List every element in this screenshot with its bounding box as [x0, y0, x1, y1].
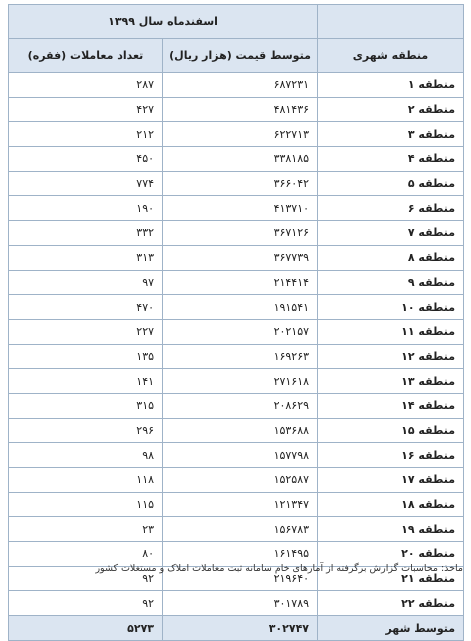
column-header-region: منطقه شهری [318, 39, 464, 73]
table-row [9, 468, 464, 493]
region-cell: منطقه ۱۰ [318, 295, 464, 320]
source-note: ماخذ: محاسبات گزارش برگرفته از آمارهای خام سامانه ثبت معاملات املاک و مستغلات کشور [95, 563, 463, 574]
table-row [9, 97, 464, 122]
transactions-cell: ۲۲۷ [9, 319, 163, 344]
avg-price-cell: ۳۳۸۱۸۵ [163, 147, 318, 172]
city-average-row [9, 616, 464, 641]
avg-price-cell: ۳۶۷۷۳۹ [163, 245, 318, 270]
table-row [9, 418, 464, 443]
transactions-cell: ۱۱۵ [9, 492, 163, 517]
table-row [9, 295, 464, 320]
transactions-cell: ۴۲۷ [9, 97, 163, 122]
avg-price-cell: ۴۱۳۷۱۰ [163, 196, 318, 221]
avg-price-cell: ۱۹۱۵۴۱ [163, 295, 318, 320]
transactions-cell: ۳۱۵ [9, 393, 163, 418]
region-cell: منطقه ۲۱ [318, 566, 464, 591]
empty-corner-cell [318, 5, 464, 39]
region-cell: منطقه ۶ [318, 196, 464, 221]
period-header: اسفندماه سال ۱۳۹۹ [9, 5, 318, 39]
region-cell: منطقه ۱۳ [318, 369, 464, 394]
transactions-cell: ۲۸۷ [9, 73, 163, 98]
transactions-cell: ۹۲ [9, 591, 163, 616]
avg-price-cell: ۲۱۹۶۴۰ [163, 566, 318, 591]
table-body [9, 73, 464, 616]
transactions-cell: ۲۳ [9, 517, 163, 542]
region-cell: منطقه ۲۲ [318, 591, 464, 616]
region-cell: منطقه ۴ [318, 147, 464, 172]
avg-price-cell: ۱۵۳۶۸۸ [163, 418, 318, 443]
avg-price-cell: ۱۵۷۷۹۸ [163, 443, 318, 468]
table-row [9, 393, 464, 418]
table-row [9, 443, 464, 468]
transactions-cell: ۸۰ [9, 542, 163, 567]
avg-price-cell: ۴۸۱۴۳۶ [163, 97, 318, 122]
table-row [9, 492, 464, 517]
avg-price-cell: ۳۰۱۷۸۹ [163, 591, 318, 616]
table-row [9, 270, 464, 295]
table-row [9, 147, 464, 172]
column-header-transactions: تعداد معاملات (فقره) [9, 39, 163, 73]
housing-price-table [8, 4, 464, 641]
transactions-cell: ۱۹۰ [9, 196, 163, 221]
table-row [9, 171, 464, 196]
city-average-transactions: ۵۲۷۳ [9, 616, 163, 641]
transactions-cell: ۴۵۰ [9, 147, 163, 172]
transactions-cell: ۹۲ [9, 566, 163, 591]
region-cell: منطقه ۷ [318, 221, 464, 246]
table-row [9, 196, 464, 221]
avg-price-cell: ۲۰۸۶۲۹ [163, 393, 318, 418]
region-cell: منطقه ۱۲ [318, 344, 464, 369]
transactions-cell: ۲۱۲ [9, 122, 163, 147]
transactions-cell: ۳۳۲ [9, 221, 163, 246]
city-average-label: متوسط شهر [318, 616, 464, 641]
avg-price-cell: ۲۷۱۶۱۸ [163, 369, 318, 394]
table-row [9, 245, 464, 270]
table-row [9, 221, 464, 246]
region-cell: منطقه ۱۸ [318, 492, 464, 517]
region-cell: منطقه ۸ [318, 245, 464, 270]
column-header-avg-price: متوسط قیمت (هزار ریال) [163, 39, 318, 73]
avg-price-cell: ۲۱۴۴۱۴ [163, 270, 318, 295]
table-row [9, 344, 464, 369]
avg-price-cell: ۶۸۷۲۳۱ [163, 73, 318, 98]
region-cell: منطقه ۳ [318, 122, 464, 147]
region-cell: منطقه ۲۰ [318, 542, 464, 567]
city-average-price: ۳۰۲۷۴۷ [163, 616, 318, 641]
avg-price-cell: ۳۶۶۰۴۲ [163, 171, 318, 196]
table-row [9, 319, 464, 344]
region-cell: منطقه ۱۷ [318, 468, 464, 493]
transactions-cell: ۱۱۸ [9, 468, 163, 493]
transactions-cell: ۴۷۰ [9, 295, 163, 320]
region-cell: منطقه ۱۶ [318, 443, 464, 468]
avg-price-cell: ۳۶۷۱۲۶ [163, 221, 318, 246]
table-row [9, 591, 464, 616]
transactions-cell: ۱۴۱ [9, 369, 163, 394]
table-row [9, 73, 464, 98]
transactions-cell: ۱۳۵ [9, 344, 163, 369]
table-row [9, 517, 464, 542]
region-cell: منطقه ۲ [318, 97, 464, 122]
transactions-cell: ۲۹۶ [9, 418, 163, 443]
region-cell: منطقه ۱۱ [318, 319, 464, 344]
region-cell: منطقه ۱ [318, 73, 464, 98]
table-row [9, 369, 464, 394]
region-cell: منطقه ۹ [318, 270, 464, 295]
region-cell: منطقه ۱۹ [318, 517, 464, 542]
transactions-cell: ۹۷ [9, 270, 163, 295]
avg-price-cell: ۱۵۲۵۸۷ [163, 468, 318, 493]
avg-price-cell: ۲۰۲۱۵۷ [163, 319, 318, 344]
region-cell: منطقه ۱۵ [318, 418, 464, 443]
table-row [9, 122, 464, 147]
avg-price-cell: ۶۲۲۷۱۳ [163, 122, 318, 147]
transactions-cell: ۹۸ [9, 443, 163, 468]
avg-price-cell: ۱۲۱۳۴۷ [163, 492, 318, 517]
column-header-row [9, 39, 464, 73]
region-cell: منطقه ۵ [318, 171, 464, 196]
avg-price-cell: ۱۵۶۷۸۳ [163, 517, 318, 542]
period-header-row [9, 5, 464, 39]
avg-price-cell: ۱۶۱۴۹۵ [163, 542, 318, 567]
transactions-cell: ۳۱۳ [9, 245, 163, 270]
region-cell: منطقه ۱۴ [318, 393, 464, 418]
transactions-cell: ۷۷۴ [9, 171, 163, 196]
avg-price-cell: ۱۶۹۲۶۳ [163, 344, 318, 369]
price-table-container [8, 4, 463, 641]
